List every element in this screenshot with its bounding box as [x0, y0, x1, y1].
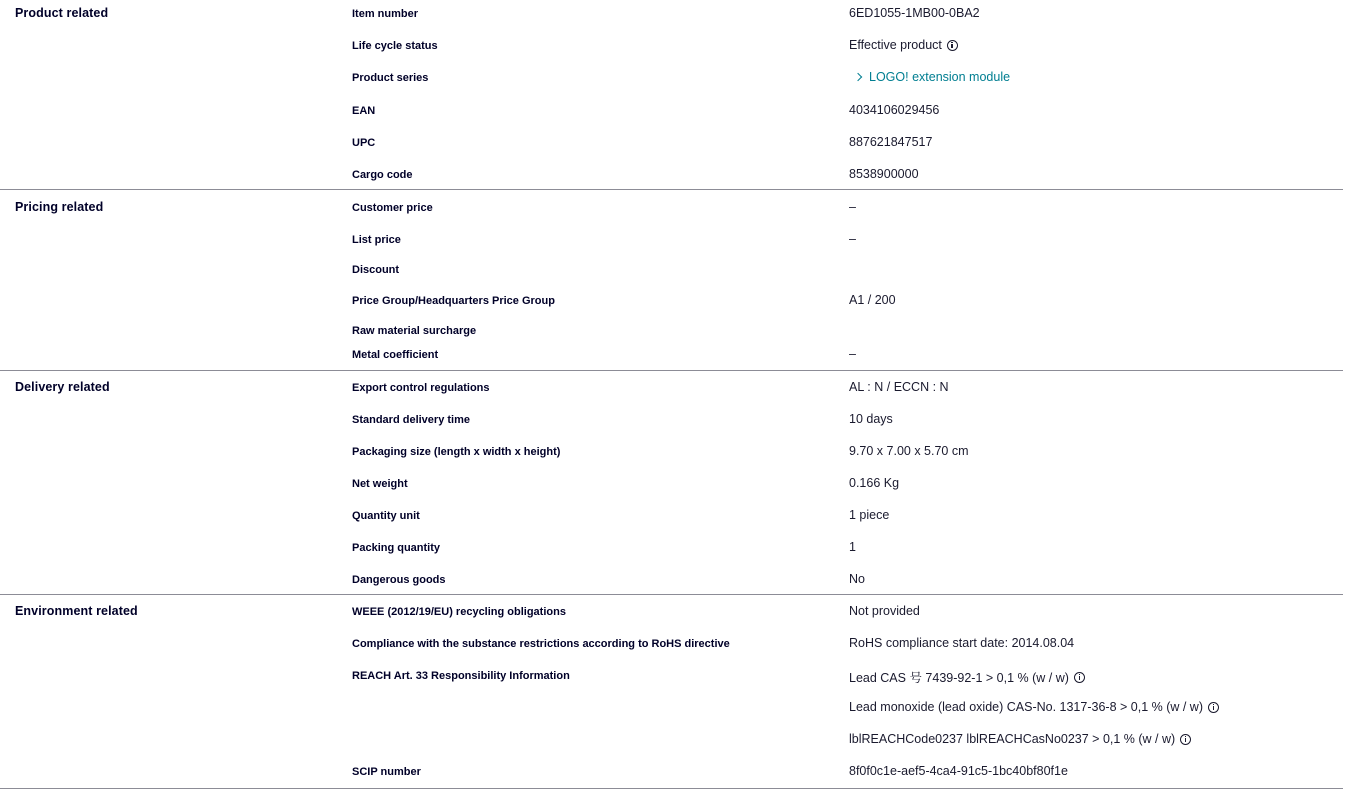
value-packaging-size: [849, 444, 969, 458]
value-cargo-code-text: 8538900000: [849, 167, 919, 181]
value-export-control: [849, 380, 949, 394]
label-discount: Discount: [352, 264, 400, 276]
value-customer-price: [849, 200, 856, 214]
value-ean-text: 4034106029456: [849, 103, 940, 117]
label-ean: EAN: [352, 105, 376, 117]
label-export-control: Export control regulations: [352, 382, 490, 394]
label-upc: UPC: [352, 137, 376, 149]
row-standard-delivery-time: [0, 412, 1343, 428]
label-quantity-unit: Quantity unit: [352, 510, 420, 522]
value-dangerous-goods-text: No: [849, 572, 865, 586]
row-customer-price: [0, 200, 1343, 216]
value-product-series: [850, 70, 1010, 84]
value-reach-code: [849, 732, 1191, 746]
label-customer-price: Customer price: [352, 202, 433, 214]
label-item-number: Item number: [352, 8, 419, 20]
value-net-weight: [849, 476, 899, 490]
label-scip-number: SCIP number: [352, 766, 421, 778]
info-circle-icon[interactable]: [1208, 702, 1219, 713]
row-list-price: [0, 232, 1343, 248]
value-cargo-code: [849, 167, 919, 181]
row-packaging-size: [0, 444, 1343, 460]
row-reach: [0, 668, 1343, 684]
label-packing-quantity: Packing quantity: [352, 542, 441, 554]
value-reach-lead-monoxide-text: Lead monoxide (lead oxide) CAS-No. 1317-36-8 > 0,1 % (w / w): [849, 700, 1203, 714]
section-title-pricing: Pricing related: [15, 200, 104, 214]
label-raw-material-surcharge: Raw material surcharge: [352, 325, 477, 337]
value-upc-text: 887621847517: [849, 135, 933, 149]
row-metal-coefficient: [0, 347, 1343, 363]
row-life-cycle-status: [0, 38, 1343, 54]
label-weee: WEEE (2012/19/EU) recycling obligations: [352, 606, 566, 618]
label-standard-delivery-time: Standard delivery time: [352, 414, 470, 426]
value-packaging-size-text: 9.70 x 7.00 x 5.70 cm: [849, 444, 969, 458]
section-title-delivery: Delivery related: [15, 380, 110, 394]
value-reach-lead: [849, 668, 1085, 686]
value-packing-quantity: [849, 540, 856, 554]
value-customer-price-text: –: [849, 200, 856, 214]
label-cargo-code: Cargo code: [352, 169, 413, 181]
row-item-number: [0, 6, 1343, 22]
value-price-group-text: A1 / 200: [849, 293, 896, 307]
info-circle-icon[interactable]: [1180, 734, 1191, 745]
value-standard-delivery-time-text: 10 days: [849, 412, 893, 426]
value-quantity-unit: [849, 508, 889, 522]
value-weee: [849, 604, 920, 618]
info-circle-icon[interactable]: [1074, 672, 1085, 683]
value-list-price: [849, 232, 856, 246]
section-title-environment: Environment related: [15, 604, 138, 618]
label-net-weight: Net weight: [352, 478, 408, 490]
chevron-right-icon: [854, 73, 862, 81]
row-packing-quantity: [0, 540, 1343, 556]
value-list-price-text: –: [849, 232, 856, 246]
row-upc: [0, 135, 1343, 151]
value-reach-lead-text: Lead CAS 号 7439-92-1 > 0,1 % (w / w): [849, 671, 1069, 685]
value-rohs: [849, 636, 1074, 650]
row-export-control: [0, 380, 1343, 396]
row-reach-lead-monoxide: [0, 700, 1343, 716]
value-scip-number: [849, 764, 1068, 778]
value-rohs-text: RoHS compliance start date: 2014.08.04: [849, 636, 1075, 650]
label-list-price: List price: [352, 234, 401, 246]
section-environment-related: [0, 595, 1343, 789]
value-item-number-text: 6ED1055-1MB00-0BA2: [849, 6, 980, 20]
label-packaging-size: Packaging size (length x width x height): [352, 446, 561, 458]
value-net-weight-text: 0.166 Kg: [849, 476, 900, 490]
row-price-group: [0, 293, 1343, 309]
value-quantity-unit-text: 1 piece: [849, 508, 890, 522]
row-quantity-unit: [0, 508, 1343, 524]
value-weee-text: Not provided: [849, 604, 920, 618]
section-delivery-related: [0, 371, 1343, 595]
value-ean: [849, 103, 939, 117]
row-dangerous-goods: [0, 572, 1343, 588]
info-circle-icon[interactable]: [947, 40, 958, 51]
label-life-cycle-status: Life cycle status: [352, 40, 438, 52]
row-raw-material-surcharge: [0, 323, 1343, 339]
value-life-cycle-status: [849, 38, 958, 52]
row-rohs: [0, 636, 1343, 652]
label-price-group: Price Group/Headquarters Price Group: [352, 295, 555, 307]
value-dangerous-goods: [849, 572, 865, 586]
section-pricing-related: [0, 190, 1343, 371]
value-metal-coefficient: [849, 347, 856, 361]
row-ean: [0, 103, 1343, 119]
value-price-group: [849, 293, 896, 307]
value-reach-lead-monoxide: [849, 700, 1219, 714]
label-reach: REACH Art. 33 Responsibility Information: [352, 670, 570, 682]
product-series-link[interactable]: [850, 70, 1010, 84]
value-scip-number-text: 8f0f0c1e-aef5-4ca4-91c5-1bc40bf80f1e: [849, 764, 1068, 778]
value-export-control-text: AL : N / ECCN : N: [849, 380, 949, 394]
product-series-link-text[interactable]: LOGO! extension module: [869, 70, 1011, 84]
label-product-series: Product series: [352, 72, 429, 84]
row-product-series: [0, 70, 1343, 86]
row-weee: [0, 604, 1343, 620]
value-item-number: [849, 6, 980, 20]
value-standard-delivery-time: [849, 412, 893, 426]
value-reach-code-text: lblREACHCode0237 lblREACHCasNo0237 > 0,1 % (w / w): [849, 732, 1176, 746]
row-cargo-code: [0, 167, 1343, 183]
value-upc: [849, 135, 932, 149]
value-packing-quantity-text: 1: [849, 540, 856, 554]
row-net-weight: [0, 476, 1343, 492]
label-metal-coefficient: Metal coefficient: [352, 349, 439, 361]
value-metal-coefficient-text: –: [849, 347, 856, 361]
label-rohs: Compliance with the substance restrictions according to RoHS directive: [352, 638, 730, 650]
row-discount: [0, 262, 1343, 278]
row-reach-code: [0, 732, 1343, 748]
section-title-product: Product related: [15, 6, 109, 20]
section-product-related: [0, 0, 1343, 190]
row-scip-number: [0, 764, 1343, 780]
label-dangerous-goods: Dangerous goods: [352, 574, 446, 586]
value-life-cycle-status-text: Effective product: [849, 38, 942, 52]
